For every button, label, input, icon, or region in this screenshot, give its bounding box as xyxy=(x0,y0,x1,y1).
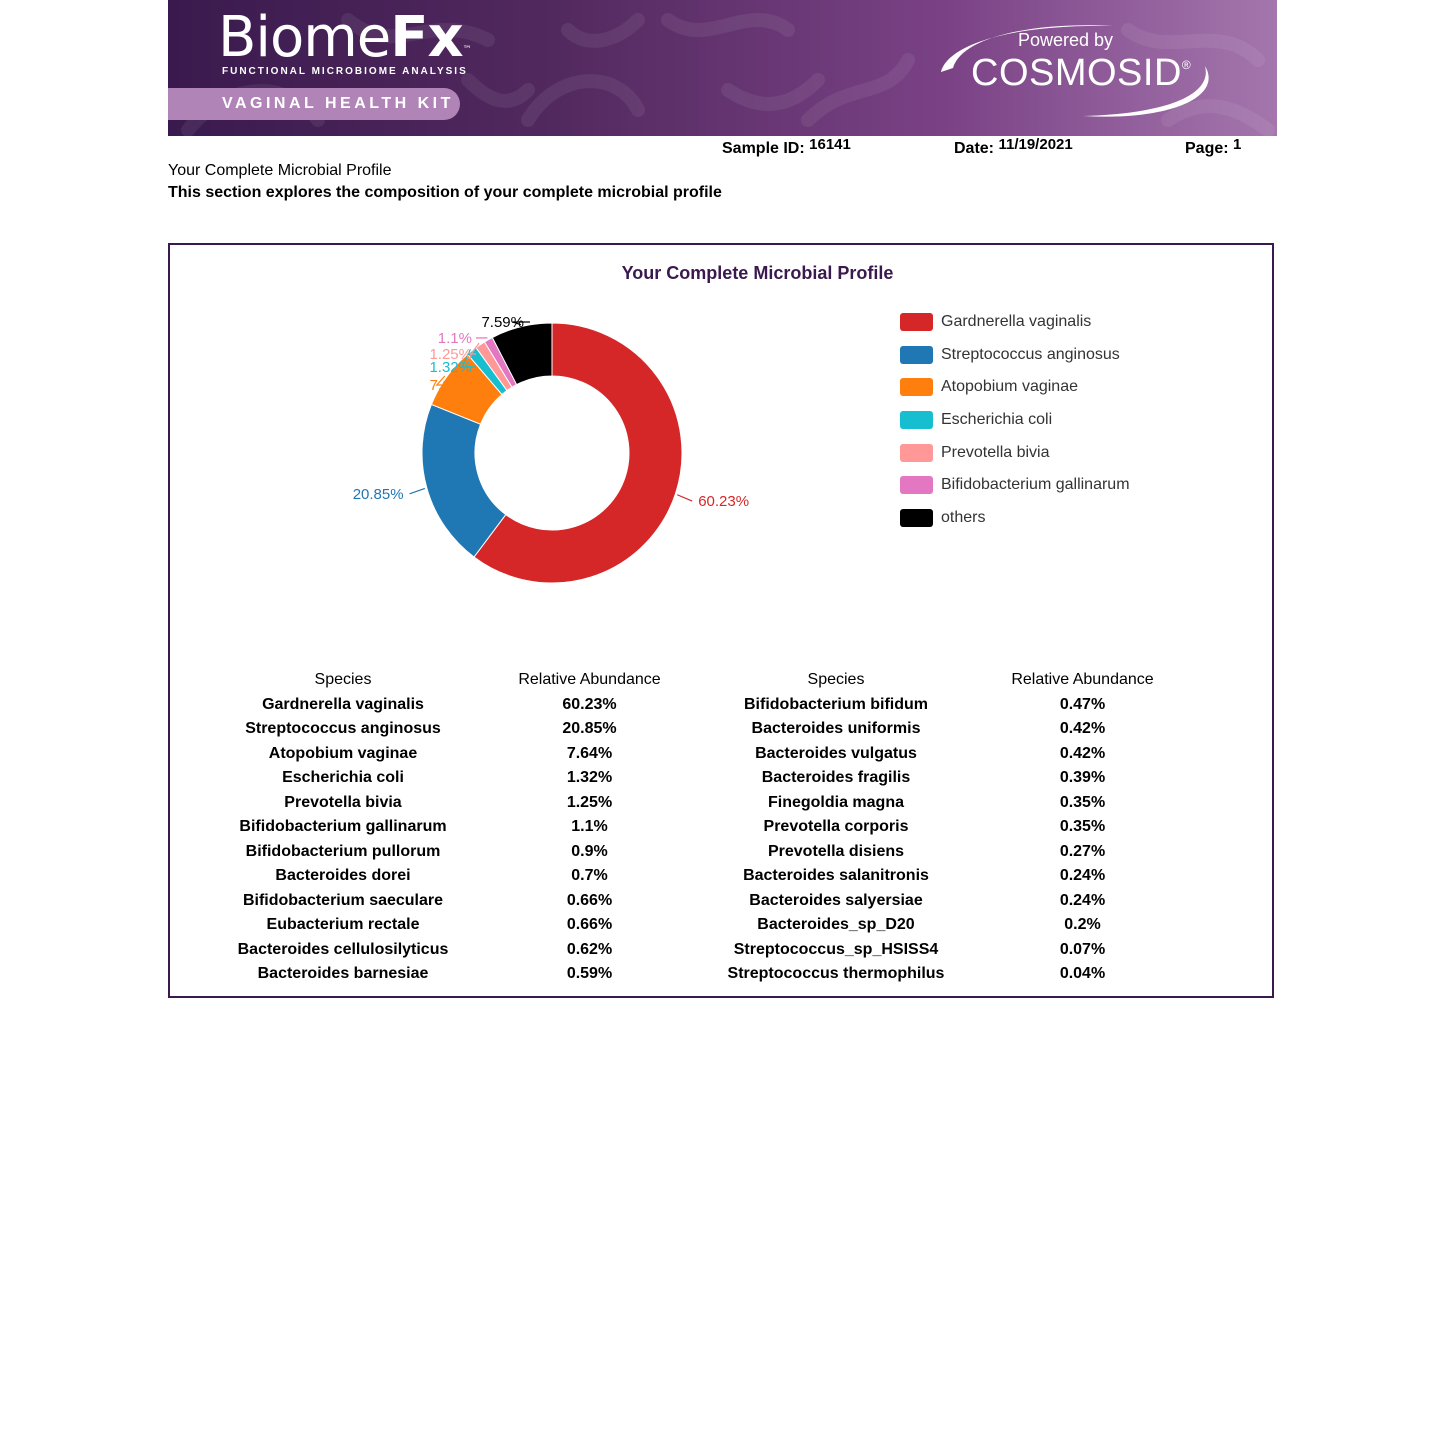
table-row xyxy=(170,864,663,889)
legend-label: Escherichia coli xyxy=(941,411,1053,429)
slice-label: 7.59% xyxy=(481,314,524,331)
section-title: Your Complete Microbial Profile xyxy=(168,162,392,179)
table-row xyxy=(663,938,1156,963)
species-cell: Bacteroides uniformis xyxy=(751,720,921,738)
abundance-cell: 0.47% xyxy=(1059,695,1106,713)
legend-item xyxy=(900,469,1130,502)
species-cell: Bifidobacterium saeculare xyxy=(242,891,444,909)
page-number: Page: 1 xyxy=(1185,136,1242,157)
table-row xyxy=(170,913,663,938)
species-cell: Bacteroides cellulosilyticus xyxy=(237,940,449,958)
legend-swatch xyxy=(900,411,933,429)
label-leader-line xyxy=(677,495,692,501)
legend-swatch xyxy=(900,313,933,331)
brand-tagline: FUNCTIONAL MICROBIOME ANALYSIS xyxy=(222,66,468,77)
brand-logo: BiomeFx™ xyxy=(218,5,472,70)
species-cell: Bacteroides vulgatus xyxy=(755,744,917,762)
table-row xyxy=(170,938,663,963)
species-cell: Bacteroides dorei xyxy=(275,867,411,885)
legend-item xyxy=(900,436,1130,469)
table-row xyxy=(170,693,663,718)
abundance-cell: 0.07% xyxy=(1059,940,1106,958)
abundance-table-left xyxy=(170,668,663,987)
legend-item xyxy=(900,502,1130,535)
legend-swatch xyxy=(900,509,933,527)
legend-label: Atopobium vaginae xyxy=(941,378,1078,396)
slice-label: 1.25% xyxy=(429,346,472,363)
table-row xyxy=(170,840,663,865)
partner-logo: COSMOSID® xyxy=(971,52,1192,94)
table-row xyxy=(663,889,1156,914)
table-header xyxy=(170,668,663,693)
legend-swatch xyxy=(900,346,933,364)
slice-label: 7.64% xyxy=(429,377,472,394)
table-row xyxy=(663,864,1156,889)
report-date: Date: 11/19/2021 xyxy=(954,136,1073,157)
slice-label: 1.1% xyxy=(437,330,472,347)
species-cell: Bifidobacterium bifidum xyxy=(744,695,928,713)
species-cell: Streptococcus anginosus xyxy=(245,720,441,738)
kit-name-badge: VAGINAL HEALTH KIT xyxy=(168,88,460,120)
legend-label: Streptococcus anginosus xyxy=(941,345,1120,363)
legend-item xyxy=(900,404,1130,437)
table-row xyxy=(663,791,1156,816)
table-row xyxy=(170,962,663,987)
chart-legend xyxy=(900,306,1130,534)
legend-label: Prevotella bivia xyxy=(941,443,1050,461)
legend-label: Gardnerella vaginalis xyxy=(941,313,1092,331)
species-cell: Bacteroides_sp_D20 xyxy=(757,916,915,934)
slice-label: 60.23% xyxy=(698,493,750,511)
species-cell: Finegoldia magna xyxy=(767,793,904,811)
abundance-cell: 0.62% xyxy=(566,940,613,958)
species-cell: Bacteroides salanitronis xyxy=(743,867,929,885)
table-row xyxy=(170,791,663,816)
legend-label: others xyxy=(941,508,986,526)
species-cell: Atopobium vaginae xyxy=(268,744,418,762)
species-cell: Prevotella corporis xyxy=(763,818,909,836)
chart-title: Your Complete Microbial Profile xyxy=(621,263,894,283)
legend-swatch xyxy=(900,444,933,462)
header-banner xyxy=(168,0,1277,136)
slice-label: 1.32% xyxy=(429,359,472,376)
table-row xyxy=(170,889,663,914)
table-row xyxy=(170,717,663,742)
abundance-cell: 1.25% xyxy=(566,793,613,811)
slice-label: 20.85% xyxy=(352,485,404,503)
species-cell: Bifidobacterium pullorum xyxy=(245,842,441,860)
abundance-cell: 20.85% xyxy=(562,720,617,738)
table-row xyxy=(663,717,1156,742)
abundance-cell: 1.1% xyxy=(571,818,608,836)
column-header: Species xyxy=(314,671,372,689)
abundance-cell: 60.23% xyxy=(562,695,617,713)
species-cell: Escherichia coli xyxy=(282,769,404,787)
table-row xyxy=(663,766,1156,791)
table-row xyxy=(170,742,663,767)
column-header: Species xyxy=(807,671,865,689)
column-header: Relative Abundance xyxy=(1011,671,1154,689)
species-cell: Prevotella bivia xyxy=(284,793,402,811)
abundance-cell: 0.2% xyxy=(1064,916,1101,934)
abundance-cell: 0.7% xyxy=(571,867,608,885)
table-row xyxy=(663,693,1156,718)
legend-swatch xyxy=(900,378,933,396)
donut-chart xyxy=(340,300,780,600)
species-cell: Prevotella disiens xyxy=(767,842,905,860)
abundance-cell: 0.66% xyxy=(566,916,613,934)
legend-swatch xyxy=(900,476,933,494)
legend-item xyxy=(900,306,1130,339)
abundance-cell: 0.66% xyxy=(566,891,613,909)
species-cell: Eubacterium rectale xyxy=(266,916,420,934)
abundance-cell: 0.35% xyxy=(1059,793,1106,811)
table-row xyxy=(663,742,1156,767)
abundance-cell: 0.42% xyxy=(1059,744,1106,762)
species-cell: Bacteroides fragilis xyxy=(761,769,911,787)
abundance-cell: 0.24% xyxy=(1059,867,1106,885)
abundance-cell: 0.04% xyxy=(1059,965,1106,983)
abundance-cell: 7.64% xyxy=(566,744,613,762)
abundance-table-right xyxy=(663,668,1156,987)
table-row xyxy=(663,962,1156,987)
table-row xyxy=(663,840,1156,865)
abundance-cell: 0.27% xyxy=(1059,842,1106,860)
table-row xyxy=(170,815,663,840)
abundance-cell: 0.59% xyxy=(566,965,613,983)
species-cell: Streptococcus thermophilus xyxy=(727,965,945,983)
species-cell: Streptococcus_sp_HSISS4 xyxy=(733,940,939,958)
table-header xyxy=(663,668,1156,693)
powered-by-label: Powered by xyxy=(1018,30,1114,50)
abundance-cell: 1.32% xyxy=(566,769,613,787)
species-cell: Bifidobacterium gallinarum xyxy=(239,818,447,836)
legend-item xyxy=(900,371,1130,404)
abundance-cell: 0.9% xyxy=(571,842,608,860)
column-header: Relative Abundance xyxy=(518,671,661,689)
species-cell: Gardnerella vaginalis xyxy=(262,695,424,713)
section-subtitle: This section explores the composition of your complete microbial profile xyxy=(168,184,722,201)
legend-label: Bifidobacterium gallinarum xyxy=(941,476,1130,494)
sample-id: Sample ID: 16141 xyxy=(722,136,851,157)
abundance-cell: 0.35% xyxy=(1059,818,1106,836)
species-cell: Bacteroides salyersiae xyxy=(749,891,923,909)
species-cell: Bacteroides barnesiae xyxy=(257,965,429,983)
abundance-cell: 0.24% xyxy=(1059,891,1106,909)
abundance-cell: 0.39% xyxy=(1059,769,1106,787)
legend-item xyxy=(900,339,1130,372)
table-row xyxy=(663,913,1156,938)
label-leader-line xyxy=(410,488,425,493)
abundance-cell: 0.42% xyxy=(1059,720,1106,738)
table-row xyxy=(170,766,663,791)
table-row xyxy=(663,815,1156,840)
